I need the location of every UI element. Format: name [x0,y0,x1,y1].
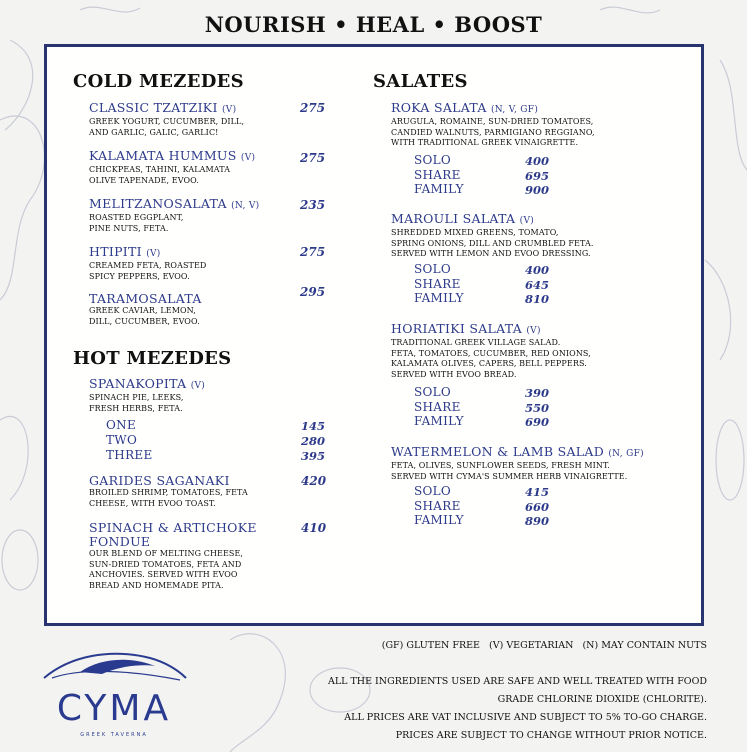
salates-heading: SALATES [373,71,468,92]
portion-label: SHARE [414,400,461,414]
page-title: NOURISH • HEAL • BOOST [204,12,543,37]
portion-label: SHARE [414,168,461,182]
menu-item [89,197,259,234]
menu-item [89,245,206,282]
item-desc: SPINACH PIE, LEEKS, [89,393,184,402]
item-name: MELITZANOSALATA [89,196,227,211]
portion-label: FAMILY [414,513,464,527]
portion-label: FAMILY [414,291,464,305]
item-price: 235 [300,198,326,212]
portion-label: SOLO [414,262,452,276]
menu-frame [44,44,704,626]
portion-label: SHARE [414,499,461,513]
hot-mezedes-heading: HOT MEZEDES [73,348,232,369]
item-price: 410 [301,521,327,535]
portion-price: 645 [525,278,550,292]
item-tag: (N, V, GF) [491,105,539,115]
item-desc: FETA, OLIVES, SUNFLOWER SEEDS, FRESH MINT. [391,461,610,470]
cyma-logo [40,648,190,748]
portion-price: 145 [301,419,326,433]
item-desc: CANDIED WALNUTS, PARMIGIANO REGGIANO, [391,127,595,137]
item-desc: SUN-DRIED TOMATOES, FETA AND [89,559,242,569]
item-desc: SHREDDED MIXED GREENS, TOMATO, [391,228,559,237]
item-name-cont: FONDUE [89,534,151,549]
item-desc: ANCHOVIES. SERVED WITH EVOO [89,570,238,579]
item-desc: CHEESE, WITH EVOO TOAST. [89,498,216,508]
item-desc: GREEK CAVIAR, LEMON, [89,306,196,315]
portion-price: 415 [525,485,550,499]
item-desc: SPICY PEPPERS, EVOO. [89,271,190,281]
portion-price: 390 [525,386,550,400]
wave-icon [40,648,190,692]
portion-price: 550 [525,401,550,415]
item-desc: OUR BLEND OF MELTING CHEESE, [89,549,244,558]
menu-item [89,377,205,414]
item-desc: ROASTED EGGPLANT, [89,213,184,222]
item-desc: OLIVE TAPENADE, EVOO. [89,175,199,185]
logo-word: CYMA [56,688,172,729]
item-desc: WITH TRADITIONAL GREEK VINAIGRETTE. [391,138,579,147]
item-price: 275 [300,101,326,115]
item-name: WATERMELON & LAMB SALAD [391,444,605,459]
item-name: GARIDES SAGANAKI [89,473,230,488]
portion-label: SHARE [414,277,461,291]
portion-price: 660 [525,500,550,514]
item-tag: (V) [240,153,256,163]
portion-price: 400 [525,263,550,277]
item-desc: KALAMATA OLIVES, CAPERS, BELL PEPPERS. [391,359,587,368]
portion-label: SOLO [414,153,452,167]
portion-label: TWO [106,433,138,447]
item-name: KALAMATA HUMMUS [89,148,237,163]
footer-note: ALL PRICES ARE VAT INCLUSIVE AND SUBJECT TO 5% TO-GO CHARGE. [344,712,707,723]
item-desc: BROILED SHRIMP, TOMATOES, FETA [89,488,248,497]
item-name: HTIPITI [89,244,142,259]
item-tag: (V) [519,216,535,226]
item-desc: SERVED WITH EVOO BREAD. [391,369,517,379]
footer-note: GRADE CHLORINE DIOXIDE (CHLORITE). [497,694,707,705]
menu-item [391,445,644,482]
portion-price: 395 [301,449,326,463]
item-desc: SPRING ONIONS, DILL AND CRUMBLED FETA. [391,238,594,248]
item-name: HORIATIKI SALATA [391,321,523,336]
item-tag: (N, GF) [608,449,644,459]
portion-price: 890 [525,514,550,528]
portion-label: FAMILY [414,182,464,196]
cold-mezedes-heading: COLD MEZEDES [73,71,244,92]
item-tag: (V) [190,381,206,391]
item-tag: (V) [526,326,541,336]
menu-item [89,521,257,591]
portion-price: 900 [525,183,550,197]
portion-price: 810 [525,292,550,306]
logo-subtitle: GREEK TAVERNA [80,732,148,738]
portion-price: 695 [525,169,550,183]
item-name: MAROULI SALATA [391,211,516,226]
item-name: TARAMOSALATA [89,291,202,306]
item-name: ROKA SALATA [391,100,487,115]
item-tag: (N, V) [231,201,260,211]
item-desc: TRADITIONAL GREEK VILLAGE SALAD. [391,338,561,347]
portion-label: SOLO [414,385,452,399]
item-desc: CREAMED FETA, ROASTED [89,261,207,270]
item-tag: (V) [146,249,161,259]
item-name: CLASSIC TZATZIKI [89,100,218,115]
menu-item [89,149,255,186]
item-desc: BREAD AND HOMEMADE PITA. [89,580,224,590]
item-desc: DILL, CUCUMBER, EVOO. [89,316,200,326]
item-desc: SERVED WITH CYMA'S SUMMER HERB VINAIGRETTE. [391,471,628,481]
item-desc: PINE NUTS, FETA. [89,223,169,233]
item-desc: CHICKPEAS, TAHINI, KALAMATA [89,165,231,174]
item-name: SPANAKOPITA [89,376,187,391]
item-desc: SERVED WITH LEMON AND EVOO DRESSING. [391,249,591,258]
item-desc: ARUGULA, ROMAINE, SUN-DRIED TOMATOES, [391,117,594,126]
item-price: 275 [300,245,326,259]
item-desc: FRESH HERBS, FETA. [89,403,183,413]
portion-label: FAMILY [414,414,464,428]
item-desc: GREEK YOGURT, CUCUMBER, DILL, [89,117,245,126]
menu-item [391,212,594,260]
item-name: SPINACH & ARTICHOKE [89,520,257,535]
footer-note: PRICES ARE SUBJECT TO CHANGE WITHOUT PRIOR NOTICE. [395,730,707,741]
menu-item [391,101,595,149]
item-price: 275 [300,151,326,165]
item-desc: FETA, TOMATOES, CUCUMBER, RED ONIONS, [391,348,591,358]
portion-price: 280 [301,434,326,448]
portion-label: ONE [106,418,136,432]
menu-item [89,474,248,509]
portion-price: 690 [525,415,550,429]
footer-note: ALL THE INGREDIENTS USED ARE SAFE AND WELL TREATED WITH FOOD [327,676,707,687]
portion-label: THREE [106,448,153,462]
portion-price: 400 [525,154,550,168]
item-price: 295 [300,285,326,299]
portion-label: SOLO [414,484,452,498]
menu-item [89,101,244,138]
dietary-legend: (GF) GLUTEN FREE (V) VEGETARIAN (N) MAY CONTAIN NUTS [381,640,707,651]
item-tag: (V) [221,105,237,115]
item-desc: AND GARLIC, GALIC, GARLIC! [89,127,219,137]
item-price: 420 [301,474,327,488]
menu-item [89,292,202,327]
menu-item [391,322,591,380]
